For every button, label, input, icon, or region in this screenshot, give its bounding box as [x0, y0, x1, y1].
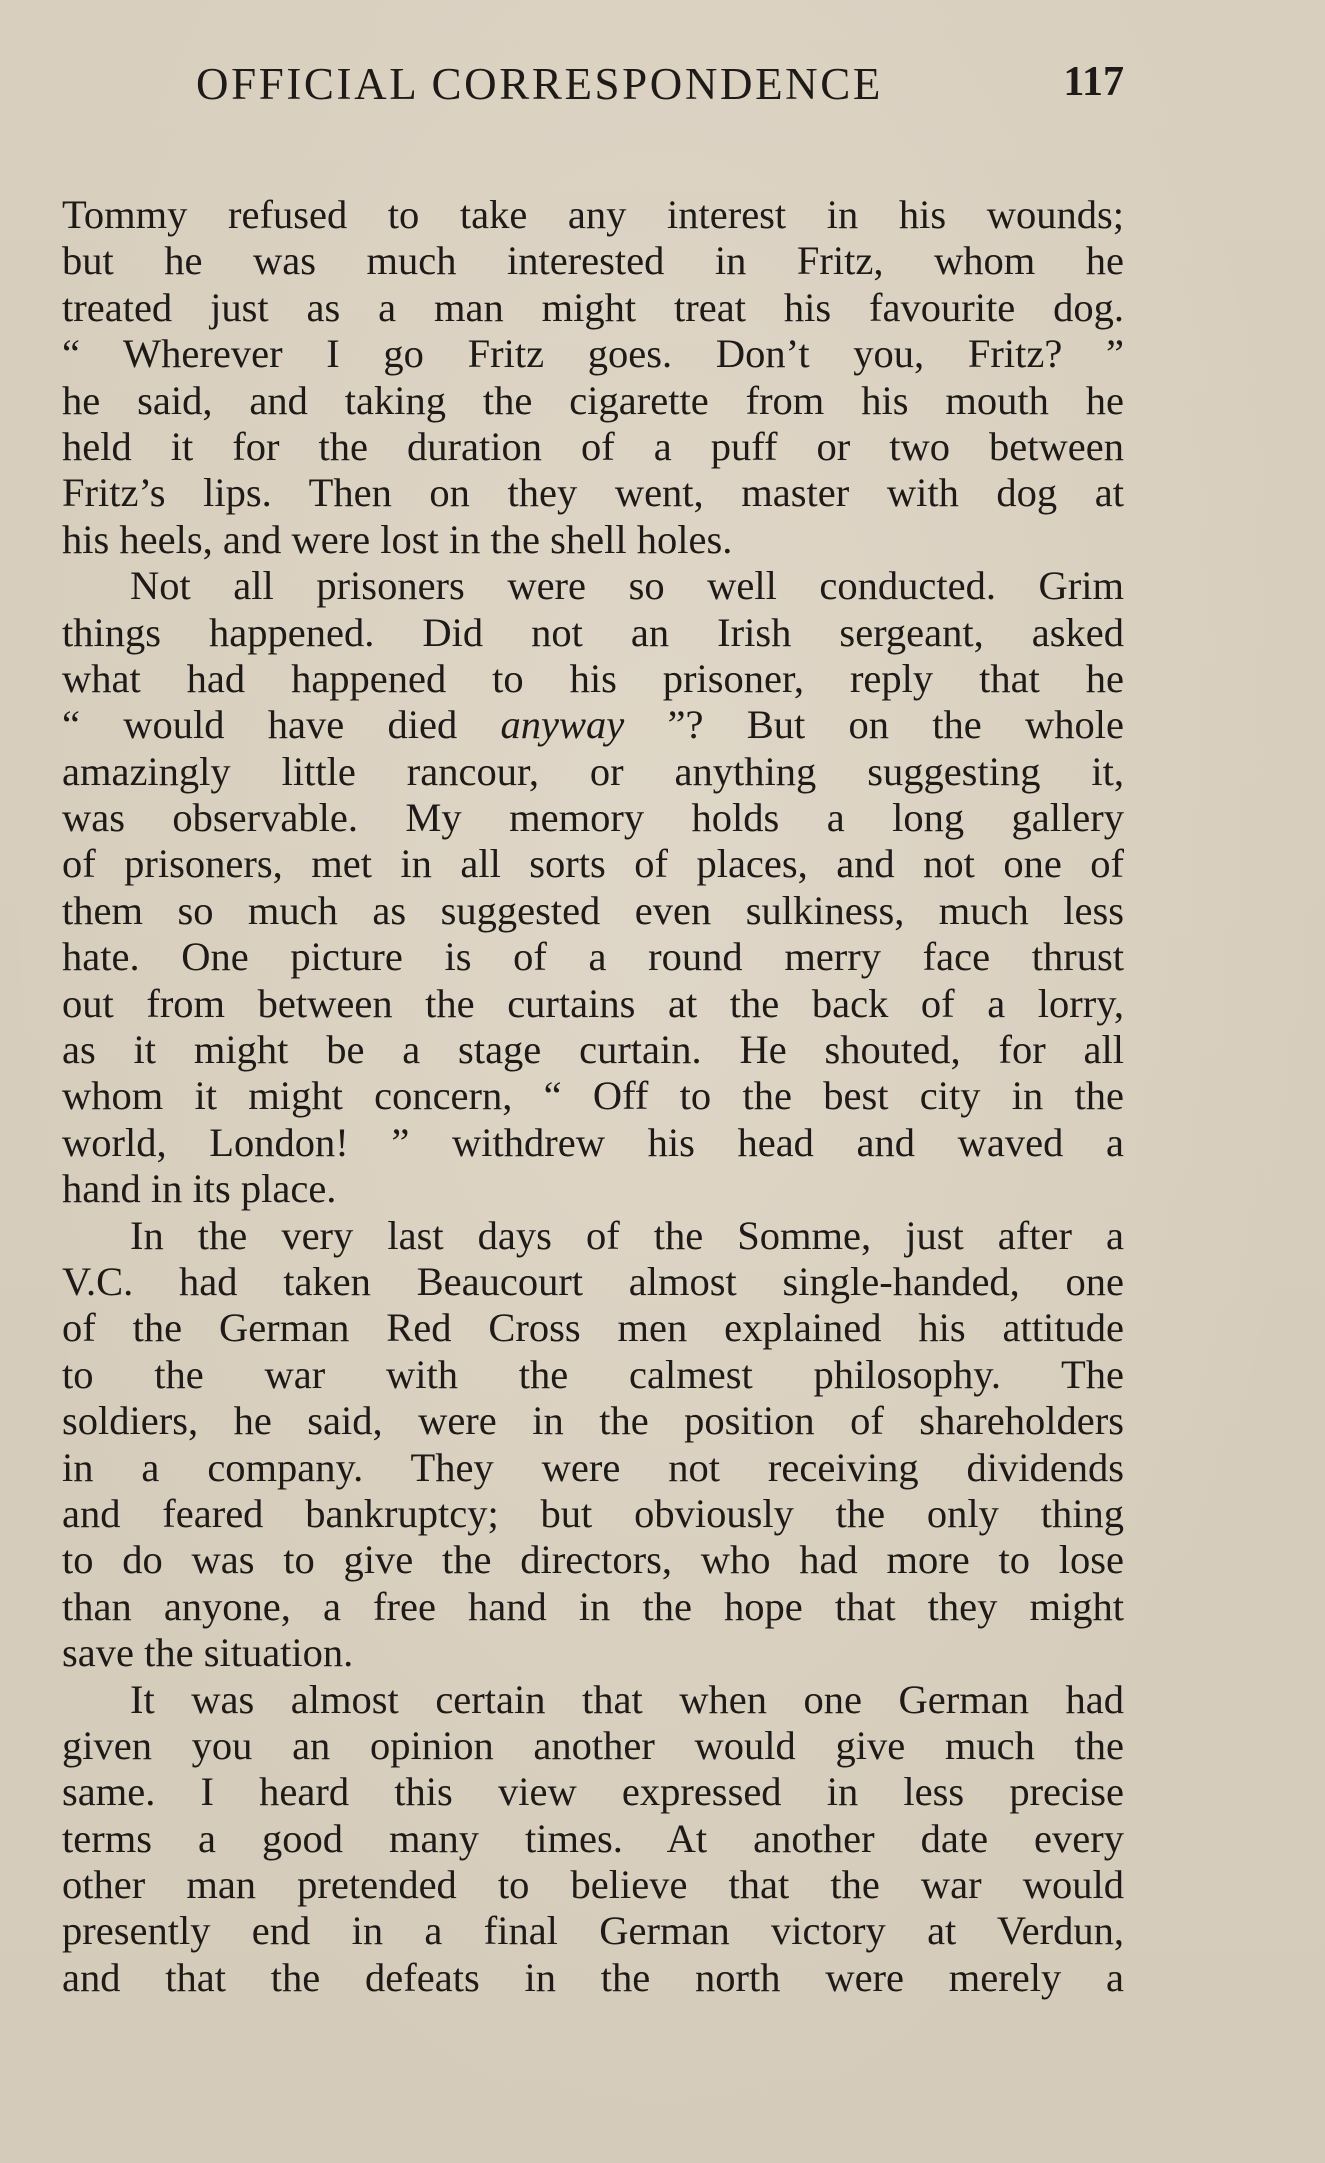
text-line — [62, 1723, 1124, 1769]
text-line-content: and feared bankruptcy; but obviously the only thing — [62, 1490, 1124, 1536]
text-line — [62, 1955, 1124, 2001]
text-line-content: out from between the curtains at the back of a lorry, — [62, 980, 1124, 1026]
text-line-content: amazingly little rancour, or anything suggesting it, — [62, 748, 1124, 794]
text-line — [62, 517, 1124, 563]
text-line — [62, 1352, 1124, 1398]
text-line-content: other man pretended to believe that the war would — [62, 1862, 1124, 1908]
text-line — [62, 702, 1124, 748]
text-line — [62, 841, 1124, 887]
text-line-content: as it might be a stage curtain. He shouted, for all — [62, 1027, 1124, 1073]
text-line-content: soldiers, he said, were in the position of shareholders — [62, 1398, 1124, 1444]
body-text — [62, 192, 1124, 2001]
text-line-content: hate. One picture is of a round merry face thrust — [62, 934, 1124, 980]
text-line — [62, 331, 1124, 377]
book-page — [62, 52, 1124, 2001]
text-line-content: his heels, and were lost in the shell holes. — [62, 516, 733, 562]
text-line — [62, 795, 1124, 841]
text-line — [62, 1120, 1124, 1166]
text-line-content: Tommy refused to take any interest in his wounds; — [62, 192, 1124, 237]
text-line-content: what had happened to his prisoner, reply that he — [62, 655, 1124, 701]
text-line — [62, 1908, 1124, 1954]
text-line — [62, 934, 1124, 980]
text-line-content: of prisoners, met in all sorts of places, and not one of — [62, 841, 1124, 887]
text-line-content: “ Wherever I go Fritz goes. Don’t you, Fritz? ” — [62, 331, 1124, 377]
text-line-content: given you an opinion another would give much the — [62, 1722, 1124, 1768]
text-line — [62, 1027, 1124, 1073]
text-line — [62, 470, 1124, 516]
text-line — [62, 1445, 1124, 1491]
text-line — [62, 378, 1124, 424]
text-line — [62, 192, 1124, 238]
text-line-content: V.C. had taken Beaucourt almost single-handed, one — [62, 1258, 1124, 1304]
text-line — [62, 1491, 1124, 1537]
text-line — [62, 749, 1124, 795]
text-line — [62, 610, 1124, 656]
text-line — [62, 888, 1124, 934]
text-line — [62, 1398, 1124, 1444]
text-line — [62, 1305, 1124, 1351]
text-line-content: was observable. My memory holds a long gallery — [62, 795, 1124, 841]
italic-word: anyway — [500, 702, 625, 748]
text-line-content: Not all prisoners were so well conducted. Grim — [130, 563, 1124, 609]
text-line-continuation: ”? But on the whole — [624, 702, 1124, 748]
text-line-content: whom it might concern, “ Off to the best city in the — [62, 1073, 1124, 1119]
text-line — [62, 1769, 1124, 1815]
text-line-content: of the German Red Cross men explained his attitude — [62, 1305, 1124, 1351]
running-title: OFFICIAL CORRESPONDENCE — [196, 59, 883, 109]
text-line — [62, 1537, 1124, 1583]
text-line-content: Fritz’s lips. Then on they went, master with dog at — [62, 470, 1124, 516]
text-line — [62, 1584, 1124, 1630]
text-line-content: than anyone, a free hand in the hope that they might — [62, 1583, 1124, 1629]
text-line-content: same. I heard this view expressed in less precise — [62, 1769, 1124, 1815]
text-line — [62, 1630, 1124, 1676]
text-line-content: to the war with the calmest philosophy. The — [62, 1351, 1124, 1397]
text-line-content: to do was to give the directors, who had more to lose — [62, 1537, 1124, 1583]
text-line-content: world, London! ” withdrew his head and waved a — [62, 1119, 1124, 1165]
text-line — [62, 1816, 1124, 1862]
text-line — [62, 981, 1124, 1027]
text-line — [62, 424, 1124, 470]
text-line-content: “ would have died — [62, 702, 501, 748]
text-line — [62, 656, 1124, 702]
text-line-content: terms a good many times. At another date every — [62, 1815, 1124, 1861]
text-line-content: but he was much interested in Fritz, whom he — [62, 238, 1124, 284]
text-line — [62, 1213, 1124, 1259]
text-line — [62, 285, 1124, 331]
text-line-content: presently end in a final German victory at Verdun, — [62, 1908, 1124, 1954]
text-line — [62, 1259, 1124, 1305]
text-line-content: treated just as a man might treat his favourite dog. — [62, 284, 1124, 330]
text-line — [62, 1166, 1124, 1212]
text-line — [62, 563, 1124, 609]
text-line-content: and that the defeats in the north were merely a — [62, 1954, 1124, 2000]
text-line-content: hand in its place. — [62, 1166, 337, 1212]
text-line-content: It was almost certain that when one German had — [130, 1676, 1124, 1722]
text-line — [62, 1073, 1124, 1119]
text-line-content: he said, and taking the cigarette from his mouth he — [62, 377, 1124, 423]
text-line — [62, 1862, 1124, 1908]
page-number: 117 — [1063, 59, 1124, 105]
text-line-content: save the situation. — [62, 1630, 354, 1676]
text-line-content: things happened. Did not an Irish sergeant, asked — [62, 609, 1124, 655]
text-line-content: in a company. They were not receiving dividends — [62, 1444, 1124, 1490]
running-head — [62, 52, 1124, 122]
text-line-content: them so much as suggested even sulkiness, much less — [62, 887, 1124, 933]
text-line — [62, 1677, 1124, 1723]
text-line — [62, 238, 1124, 284]
text-line-content: held it for the duration of a puff or two between — [62, 423, 1124, 469]
text-line-content: In the very last days of the Somme, just after a — [130, 1212, 1124, 1258]
